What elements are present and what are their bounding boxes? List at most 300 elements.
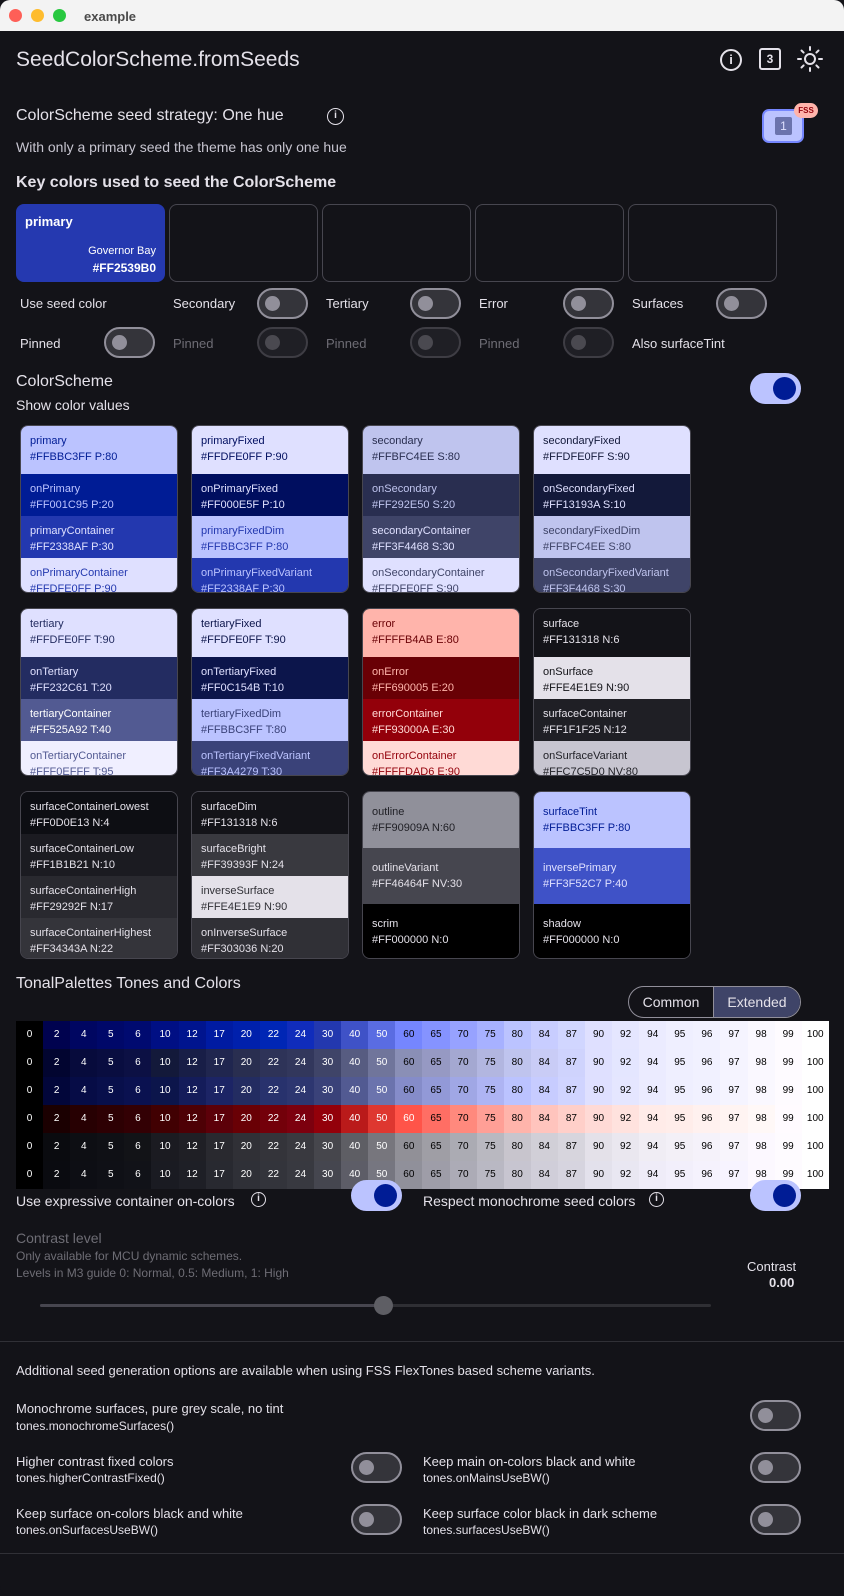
tone-cell[interactable]: 17 (206, 1077, 233, 1105)
tone-cell[interactable]: 2 (43, 1077, 70, 1105)
tone-cell[interactable]: 0 (16, 1161, 43, 1189)
tone-cell[interactable]: 94 (639, 1049, 666, 1077)
tone-cell[interactable]: 50 (368, 1105, 395, 1133)
color-value: #FFDFE0FF T:90 (201, 634, 286, 646)
color-name: primaryFixed (201, 435, 265, 447)
expressive-label: Use expressive container on-colors (16, 1193, 235, 1209)
color-value: #FF3F4468 S:30 (543, 583, 626, 593)
tone-cell[interactable]: 30 (314, 1133, 341, 1161)
tone-cell[interactable]: 95 (666, 1133, 693, 1161)
tone-cell[interactable]: 4 (70, 1105, 97, 1133)
tone-cell[interactable]: 94 (639, 1161, 666, 1189)
color-name: onSecondaryContainer (372, 567, 485, 579)
tone-cell[interactable]: 90 (585, 1105, 612, 1133)
tone-cell[interactable]: 20 (233, 1105, 260, 1133)
tone-cell[interactable]: 65 (422, 1161, 449, 1189)
color-cell[interactable] (534, 904, 690, 958)
surface-black-switch[interactable] (750, 1504, 801, 1535)
color-cell[interactable] (192, 558, 348, 592)
tone-cell[interactable]: 17 (206, 1021, 233, 1049)
tone-cell[interactable]: 50 (368, 1161, 395, 1189)
tone-cell[interactable]: 96 (693, 1105, 720, 1133)
color-cell[interactable] (363, 904, 519, 958)
color-card (362, 608, 520, 776)
tone-cell[interactable]: 60 (395, 1021, 422, 1049)
color-cell[interactable] (534, 426, 690, 474)
tone-cell[interactable]: 24 (287, 1049, 314, 1077)
color-cell[interactable] (363, 699, 519, 741)
tone-cell[interactable]: 40 (341, 1133, 368, 1161)
tone-cell[interactable]: 98 (748, 1049, 775, 1077)
tone-cell[interactable]: 12 (179, 1133, 206, 1161)
primary-key-color[interactable] (16, 204, 165, 282)
tone-cell[interactable]: 80 (504, 1049, 531, 1077)
tone-cell[interactable]: 80 (504, 1133, 531, 1161)
tone-cell[interactable]: 80 (504, 1021, 531, 1049)
color-cell[interactable] (192, 516, 348, 558)
tone-cell[interactable]: 100 (802, 1161, 829, 1189)
tone-cell[interactable]: 90 (585, 1133, 612, 1161)
surfaces-bw-switch[interactable] (351, 1504, 402, 1535)
tertiary-key-color[interactable] (322, 204, 471, 282)
color-value: #FF131318 N:6 (201, 817, 278, 829)
tone-cell[interactable]: 99 (775, 1161, 802, 1189)
color-cell[interactable] (363, 516, 519, 558)
tone-cell[interactable]: 99 (775, 1133, 802, 1161)
tone-cell[interactable]: 60 (395, 1161, 422, 1189)
color-name: surfaceContainerHighest (30, 927, 152, 939)
tone-cell[interactable]: 60 (395, 1077, 422, 1105)
tone-cell[interactable]: 60 (395, 1133, 422, 1161)
color-value: #FFBFC4EE S:80 (372, 451, 461, 463)
tone-cell[interactable]: 92 (612, 1105, 639, 1133)
tone-cell[interactable]: 30 (314, 1021, 341, 1049)
tone-cell[interactable]: 90 (585, 1049, 612, 1077)
tone-cell[interactable]: 75 (477, 1161, 504, 1189)
tone-cell[interactable]: 40 (341, 1105, 368, 1133)
expressive-info-icon[interactable]: i (251, 1192, 266, 1207)
tone-cell[interactable]: 84 (531, 1105, 558, 1133)
tone-cell[interactable]: 98 (748, 1133, 775, 1161)
tone-cell[interactable]: 84 (531, 1077, 558, 1105)
tone-cell[interactable]: 92 (612, 1133, 639, 1161)
tone-cell[interactable]: 22 (260, 1021, 287, 1049)
tone-cell[interactable]: 84 (531, 1161, 558, 1189)
tone-cell[interactable]: 4 (70, 1133, 97, 1161)
tone-cell[interactable]: 87 (558, 1021, 585, 1049)
tone-cell[interactable]: 65 (422, 1105, 449, 1133)
color-value: #FFDFE0FF S:90 (543, 451, 630, 463)
tone-cell[interactable]: 97 (720, 1105, 747, 1133)
also-surface-tint-label: Also surfaceTint (632, 336, 725, 351)
tone-cell[interactable]: 5 (97, 1161, 124, 1189)
surfaces-key-color[interactable] (628, 204, 777, 282)
color-cell[interactable] (21, 474, 177, 516)
color-value: #FF000000 N:0 (543, 934, 620, 946)
color-cell[interactable] (21, 741, 177, 775)
tone-cell[interactable]: 97 (720, 1161, 747, 1189)
higher-contrast-switch[interactable] (351, 1452, 402, 1483)
brightness-icon[interactable] (797, 46, 823, 72)
respect-mono-switch[interactable] (750, 1180, 801, 1211)
tone-cell[interactable]: 92 (612, 1077, 639, 1105)
tone-cell[interactable]: 24 (287, 1161, 314, 1189)
color-cell[interactable] (21, 876, 177, 918)
tone-cell[interactable]: 99 (775, 1105, 802, 1133)
tone-cell[interactable]: 50 (368, 1133, 395, 1161)
color-cell[interactable] (363, 657, 519, 699)
color-value: #FFDFE0FF S:90 (372, 583, 459, 593)
tone-cell[interactable]: 10 (151, 1049, 178, 1077)
color-cell[interactable] (21, 657, 177, 699)
tone-cell[interactable]: 4 (70, 1049, 97, 1077)
tone-cell[interactable]: 24 (287, 1077, 314, 1105)
tone-cell[interactable]: 4 (70, 1021, 97, 1049)
tone-cell[interactable]: 20 (233, 1049, 260, 1077)
tone-cell[interactable]: 17 (206, 1105, 233, 1133)
tertiary-pinned-switch[interactable] (410, 327, 461, 358)
tone-cell[interactable]: 30 (314, 1049, 341, 1077)
tone-cell[interactable]: 70 (450, 1049, 477, 1077)
tone-cell[interactable]: 12 (179, 1021, 206, 1049)
tone-cell[interactable]: 65 (422, 1077, 449, 1105)
tone-cell[interactable]: 100 (802, 1021, 829, 1049)
tone-cell[interactable]: 97 (720, 1077, 747, 1105)
tone-cell[interactable]: 96 (693, 1049, 720, 1077)
contrast-slider-fill (40, 1304, 376, 1307)
tone-cell[interactable]: 30 (314, 1161, 341, 1189)
tertiary-seed-switch[interactable] (410, 288, 461, 319)
tone-cell[interactable]: 40 (341, 1161, 368, 1189)
tone-cell[interactable]: 6 (124, 1049, 151, 1077)
tone-cell[interactable]: 40 (341, 1021, 368, 1049)
tone-cell[interactable]: 40 (341, 1077, 368, 1105)
tone-cell[interactable]: 98 (748, 1021, 775, 1049)
tone-cell[interactable]: 96 (693, 1077, 720, 1105)
tone-cell[interactable]: 95 (666, 1077, 693, 1105)
tone-cell[interactable]: 70 (450, 1105, 477, 1133)
tone-cell[interactable]: 50 (368, 1021, 395, 1049)
tone-cell[interactable]: 96 (693, 1161, 720, 1189)
color-cell[interactable] (21, 426, 177, 474)
tone-cell[interactable]: 22 (260, 1077, 287, 1105)
tone-cell[interactable]: 87 (558, 1077, 585, 1105)
tone-cell[interactable]: 80 (504, 1077, 531, 1105)
tone-cell[interactable]: 75 (477, 1077, 504, 1105)
tone-cell[interactable]: 95 (666, 1161, 693, 1189)
tone-cell[interactable]: 10 (151, 1077, 178, 1105)
color-cell[interactable] (192, 609, 348, 657)
color-name: inversePrimary (543, 862, 617, 874)
tone-cell[interactable]: 12 (179, 1161, 206, 1189)
tone-cell[interactable]: 4 (70, 1077, 97, 1105)
tone-cell[interactable]: 65 (422, 1049, 449, 1077)
secondary-key-color[interactable] (169, 204, 318, 282)
color-cell[interactable] (21, 558, 177, 592)
tone-cell[interactable]: 12 (179, 1105, 206, 1133)
tone-cell[interactable]: 0 (16, 1105, 43, 1133)
tone-cell[interactable]: 50 (368, 1077, 395, 1105)
primary-pinned-switch[interactable] (104, 327, 155, 358)
secondary-pinned-label: Pinned (173, 336, 214, 351)
respect-mono-info-icon[interactable]: i (649, 1192, 664, 1207)
tone-cell[interactable]: 70 (450, 1133, 477, 1161)
tone-cell[interactable]: 87 (558, 1161, 585, 1189)
tone-cell[interactable]: 2 (43, 1105, 70, 1133)
color-name: outline (372, 806, 405, 818)
tone-cell[interactable]: 75 (477, 1049, 504, 1077)
tone-cell[interactable]: 75 (477, 1105, 504, 1133)
tone-cell[interactable]: 5 (97, 1077, 124, 1105)
color-name: shadow (543, 918, 581, 930)
tone-cell[interactable]: 99 (775, 1049, 802, 1077)
tone-cell[interactable]: 92 (612, 1049, 639, 1077)
tone-cell[interactable]: 90 (585, 1161, 612, 1189)
tone-cell[interactable]: 100 (802, 1049, 829, 1077)
color-cell[interactable] (363, 848, 519, 904)
tone-cell[interactable]: 50 (368, 1049, 395, 1077)
tone-cell[interactable]: 60 (395, 1049, 422, 1077)
color-cell[interactable] (534, 609, 690, 657)
tone-cell[interactable]: 87 (558, 1049, 585, 1077)
color-cell[interactable] (192, 699, 348, 741)
contrast-label: Contrast (747, 1259, 797, 1274)
strategy-info-icon[interactable]: i (327, 108, 344, 125)
color-name: tertiary (30, 618, 64, 630)
tone-cell[interactable]: 84 (531, 1021, 558, 1049)
color-cell[interactable] (21, 516, 177, 558)
tone-cell[interactable]: 100 (802, 1077, 829, 1105)
tone-cell[interactable]: 80 (504, 1161, 531, 1189)
tone-cell[interactable]: 84 (531, 1133, 558, 1161)
color-cell[interactable] (363, 609, 519, 657)
tone-cell[interactable]: 65 (422, 1021, 449, 1049)
tone-cell[interactable]: 90 (585, 1077, 612, 1105)
tone-cell[interactable]: 100 (802, 1105, 829, 1133)
tone-cell[interactable]: 5 (97, 1133, 124, 1161)
color-cell[interactable] (192, 876, 348, 918)
contrast-slider[interactable] (40, 1304, 711, 1307)
tone-cell[interactable]: 0 (16, 1077, 43, 1105)
color-cell[interactable] (534, 741, 690, 775)
color-cell[interactable] (363, 741, 519, 775)
tone-cell[interactable]: 99 (775, 1077, 802, 1105)
color-name: surfaceContainerLow (30, 843, 134, 855)
tone-cell[interactable]: 22 (260, 1049, 287, 1077)
color-value: #FF525A92 T:40 (30, 724, 112, 736)
color-cell[interactable] (21, 918, 177, 958)
tone-cell[interactable]: 30 (314, 1105, 341, 1133)
tone-cell[interactable]: 20 (233, 1021, 260, 1049)
tone-cell[interactable]: 12 (179, 1077, 206, 1105)
minimize-window-button[interactable] (31, 9, 44, 22)
tone-cell[interactable]: 2 (43, 1133, 70, 1161)
color-cell[interactable] (192, 834, 348, 876)
tone-cell[interactable]: 17 (206, 1133, 233, 1161)
tone-cell[interactable]: 40 (341, 1049, 368, 1077)
tone-cell[interactable]: 99 (775, 1021, 802, 1049)
color-cell[interactable] (192, 741, 348, 775)
tone-cell[interactable]: 10 (151, 1133, 178, 1161)
color-value: #FF0C154B T:10 (201, 682, 284, 694)
tone-cell[interactable]: 0 (16, 1133, 43, 1161)
tone-cell[interactable]: 75 (477, 1133, 504, 1161)
tone-cell[interactable]: 92 (612, 1021, 639, 1049)
color-name: scrim (372, 918, 399, 930)
contrast-slider-thumb[interactable] (374, 1296, 393, 1315)
info-icon[interactable]: i (720, 49, 742, 71)
tone-cell[interactable]: 98 (748, 1105, 775, 1133)
tone-cell[interactable]: 96 (693, 1021, 720, 1049)
tone-cell[interactable]: 6 (124, 1133, 151, 1161)
tone-cell[interactable]: 24 (287, 1133, 314, 1161)
mono-surfaces-switch[interactable] (750, 1400, 801, 1431)
tone-cell[interactable]: 10 (151, 1021, 178, 1049)
secondary-seed-switch[interactable] (257, 288, 308, 319)
color-cell[interactable] (363, 792, 519, 848)
color-cell[interactable] (534, 474, 690, 516)
surfaces-seed-switch[interactable] (716, 288, 767, 319)
expressive-switch[interactable] (351, 1180, 402, 1211)
color-name: surfaceBright (201, 843, 266, 855)
title-bar (0, 0, 844, 31)
mains-bw-switch[interactable] (750, 1452, 801, 1483)
color-cell[interactable] (363, 474, 519, 516)
error-key-color[interactable] (475, 204, 624, 282)
tone-cell[interactable]: 2 (43, 1021, 70, 1049)
color-value: #FF3F4468 S:30 (372, 541, 455, 553)
color-cell[interactable] (192, 657, 348, 699)
tone-cell[interactable]: 94 (639, 1133, 666, 1161)
tone-cell[interactable]: 22 (260, 1161, 287, 1189)
common-segment[interactable]: Common (629, 987, 714, 1017)
tone-cell[interactable]: 22 (260, 1133, 287, 1161)
tone-cell[interactable]: 87 (558, 1133, 585, 1161)
tone-cell[interactable]: 92 (612, 1161, 639, 1189)
color-cell[interactable] (534, 558, 690, 592)
tone-cell[interactable]: 70 (450, 1161, 477, 1189)
tone-cell[interactable]: 0 (16, 1021, 43, 1049)
tone-cell[interactable]: 87 (558, 1105, 585, 1133)
color-cell[interactable] (534, 516, 690, 558)
tone-cell[interactable]: 0 (16, 1049, 43, 1077)
tone-cell[interactable]: 2 (43, 1161, 70, 1189)
color-cell[interactable] (21, 609, 177, 657)
tone-cell[interactable]: 10 (151, 1105, 178, 1133)
show-color-values-switch[interactable] (750, 373, 801, 404)
tone-cell[interactable]: 10 (151, 1161, 178, 1189)
color-cell[interactable] (192, 792, 348, 834)
tone-cell[interactable]: 94 (639, 1105, 666, 1133)
tone-cell[interactable]: 20 (233, 1133, 260, 1161)
tone-cell[interactable]: 90 (585, 1021, 612, 1049)
color-cell[interactable] (192, 474, 348, 516)
tone-cell[interactable]: 98 (748, 1161, 775, 1189)
tone-cell[interactable]: 20 (233, 1161, 260, 1189)
secondary-pinned-switch[interactable] (257, 327, 308, 358)
mono-surfaces-code: tones.monochromeSurfaces() (16, 1419, 175, 1433)
tone-cell[interactable]: 70 (450, 1021, 477, 1049)
color-value: #FF000E5F P:10 (201, 499, 285, 511)
tone-cell[interactable]: 12 (179, 1049, 206, 1077)
error-seed-switch[interactable] (563, 288, 614, 319)
tone-cell[interactable]: 2 (43, 1049, 70, 1077)
tone-cell[interactable]: 65 (422, 1133, 449, 1161)
zoom-window-button[interactable] (53, 9, 66, 22)
tone-cell[interactable]: 24 (287, 1105, 314, 1133)
tone-cell[interactable]: 95 (666, 1021, 693, 1049)
color-cell[interactable] (192, 918, 348, 958)
color-cell[interactable] (534, 792, 690, 848)
color-card (191, 608, 349, 776)
color-cell[interactable] (21, 792, 177, 834)
color-cell[interactable] (534, 699, 690, 741)
color-value: #FF292E50 S:20 (372, 499, 456, 511)
tone-cell[interactable]: 30 (314, 1077, 341, 1105)
tone-cell[interactable]: 94 (639, 1021, 666, 1049)
tone-cell[interactable]: 98 (748, 1077, 775, 1105)
tone-cell[interactable]: 97 (720, 1133, 747, 1161)
tone-cell[interactable]: 100 (802, 1133, 829, 1161)
error-pinned-switch[interactable] (563, 327, 614, 358)
color-value: #FF232C61 T:20 (30, 682, 112, 694)
color-cell[interactable] (192, 426, 348, 474)
color-name: onInverseSurface (201, 927, 288, 939)
tone-cell[interactable]: 95 (666, 1105, 693, 1133)
tone-cell[interactable]: 80 (504, 1105, 531, 1133)
extended-segment[interactable]: Extended (714, 987, 800, 1017)
tone-cell[interactable]: 70 (450, 1077, 477, 1105)
color-name: surfaceContainerLowest (30, 801, 149, 813)
tone-cell[interactable]: 6 (124, 1105, 151, 1133)
color-name: errorContainer (372, 708, 443, 720)
tone-cell[interactable]: 94 (639, 1077, 666, 1105)
color-cell[interactable] (363, 558, 519, 592)
color-cell[interactable] (21, 834, 177, 876)
tone-cell[interactable]: 17 (206, 1161, 233, 1189)
tone-cell[interactable]: 24 (287, 1021, 314, 1049)
respect-mono-label: Respect monochrome seed colors (423, 1193, 636, 1209)
tone-cell[interactable]: 6 (124, 1077, 151, 1105)
tone-cell[interactable]: 95 (666, 1049, 693, 1077)
tone-cell[interactable]: 97 (720, 1021, 747, 1049)
tone-cell[interactable]: 17 (206, 1049, 233, 1077)
color-cell[interactable] (21, 699, 177, 741)
tone-cell[interactable]: 97 (720, 1049, 747, 1077)
tone-cell[interactable]: 4 (70, 1161, 97, 1189)
color-cell[interactable] (363, 426, 519, 474)
color-cell[interactable] (534, 657, 690, 699)
color-cell[interactable] (534, 848, 690, 904)
tone-cell[interactable]: 75 (477, 1021, 504, 1049)
secondary-label: Secondary (173, 296, 236, 311)
tone-cell[interactable]: 5 (97, 1049, 124, 1077)
tone-cell[interactable]: 6 (124, 1161, 151, 1189)
close-window-button[interactable] (9, 9, 22, 22)
color-value: #FF93000A E:30 (372, 724, 455, 736)
tone-cell[interactable]: 22 (260, 1105, 287, 1133)
tone-cell[interactable]: 96 (693, 1133, 720, 1161)
color-value: #FF131318 N:6 (543, 634, 620, 646)
themed-count-icon[interactable]: 3 (759, 48, 781, 70)
tone-cell[interactable]: 5 (97, 1105, 124, 1133)
tone-cell[interactable]: 5 (97, 1021, 124, 1049)
tone-cell[interactable]: 84 (531, 1049, 558, 1077)
color-card (362, 425, 520, 593)
tone-cell[interactable]: 60 (395, 1105, 422, 1133)
tone-cell[interactable]: 6 (124, 1021, 151, 1049)
tone-cell[interactable]: 20 (233, 1077, 260, 1105)
